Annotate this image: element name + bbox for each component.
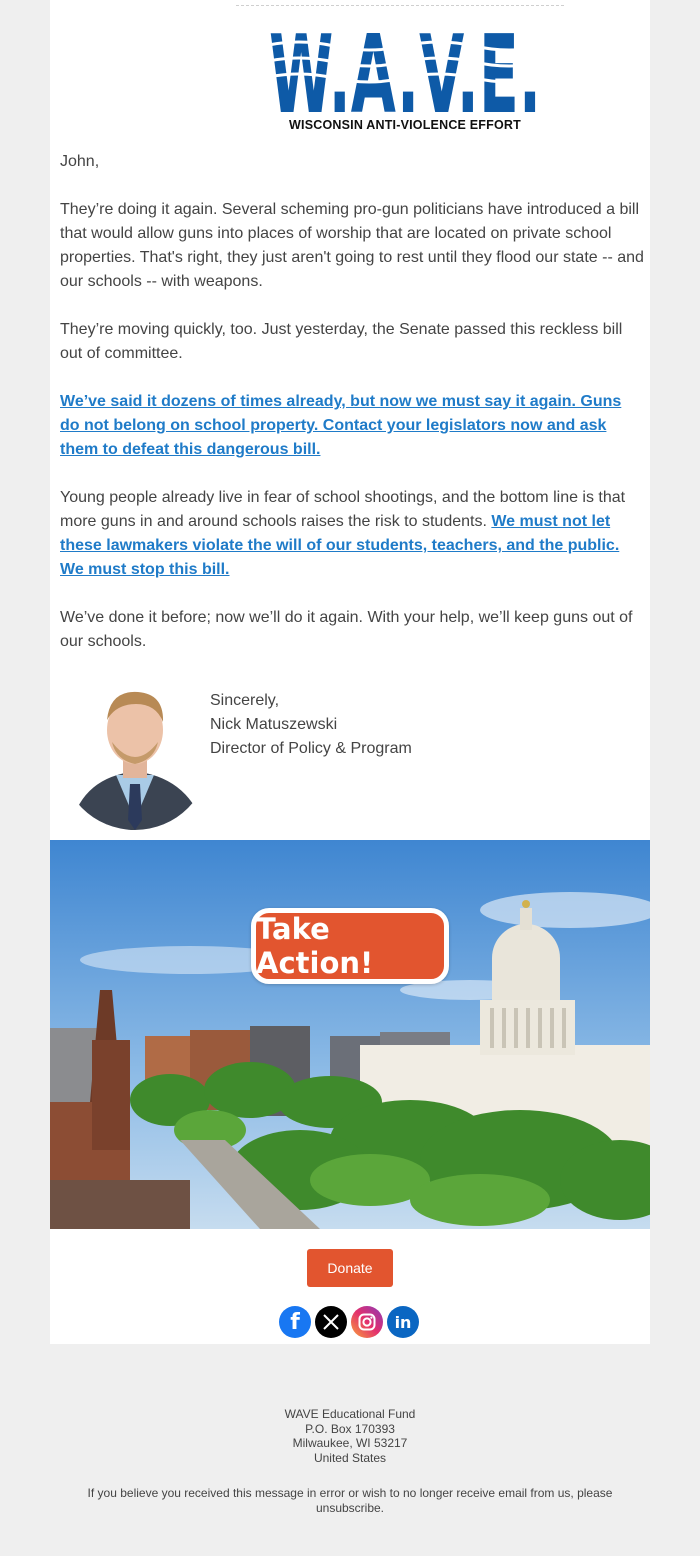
facebook-icon[interactable] [279, 1306, 311, 1338]
paragraph-1: They’re doing it again. Several scheming pro-gun politicians have introduced a bill that would allow guns into places of worship that are located on private school properties. That's right, they just aren't going to rest until they flood our state -- and our schools -- with weapons. [60, 201, 644, 290]
footer-address [0, 1407, 700, 1465]
signature-photo [60, 680, 210, 830]
capitol-cityscape-image [50, 840, 650, 1229]
logo-subtitle: WISCONSIN ANTI-VIOLENCE EFFORT [289, 118, 521, 132]
wave-wordmark [264, 16, 546, 116]
greeting: John, [60, 153, 100, 170]
unsubscribe-note[interactable]: If you believe you received this message in error or wish to no longer receive email from us, please unsubscribe. [87, 1486, 613, 1515]
linkedin-glyph: in [394, 1312, 412, 1332]
signature-title: Director of Policy & Program [210, 740, 412, 757]
footer-address-line-1: P.O. Box 170393 [305, 1421, 395, 1436]
wave-logo[interactable] [264, 16, 546, 136]
take-action-button[interactable]: Take Action! [251, 908, 449, 984]
paragraph-2: They’re moving quickly, too. Just yesterday, the Senate passed this reckless bill out of committee. [60, 321, 623, 362]
paragraph-4 [60, 486, 644, 582]
x-icon[interactable] [315, 1306, 347, 1338]
email-card [50, 0, 650, 1344]
donate-button[interactable]: Donate [307, 1249, 393, 1287]
paragraph-4-text: Young people already live in fear of school shootings, and the bottom line is that more guns in and around schools raises the risk to students. [60, 489, 626, 530]
footer-org: WAVE Educational Fund [284, 1407, 416, 1421]
footer-address-line-2: Milwaukee, WI 53217 [292, 1436, 408, 1450]
signature-block [210, 689, 412, 761]
instagram-glyph [358, 1313, 376, 1331]
signature-name: Nick Matuszewski [210, 716, 338, 733]
facebook-glyph: f [290, 1309, 300, 1335]
footer-country: United States [313, 1450, 387, 1465]
contact-legislators-link[interactable]: We’ve said it dozens of times already, but now we must say it again. Guns do not belong on school property. Contact your legislators now and ask them to defeat this dangerous bill. [60, 393, 622, 458]
instagram-icon[interactable] [351, 1306, 383, 1338]
linkedin-icon[interactable] [387, 1306, 419, 1338]
signature-closing: Sincerely, [210, 692, 280, 709]
paragraph-3 [60, 390, 644, 462]
paragraph-5: We’ve done it before; now we’ll do it again. With your help, we’ll keep guns out of our schools. [60, 609, 633, 650]
x-glyph [323, 1314, 339, 1330]
hero-banner[interactable] [50, 840, 650, 1229]
stop-bill-link[interactable]: We must not let these lawmakers violate the will of our students, teachers, and the public. We must stop this bill. [60, 513, 620, 578]
top-divider [236, 5, 564, 6]
social-links [279, 1306, 421, 1340]
